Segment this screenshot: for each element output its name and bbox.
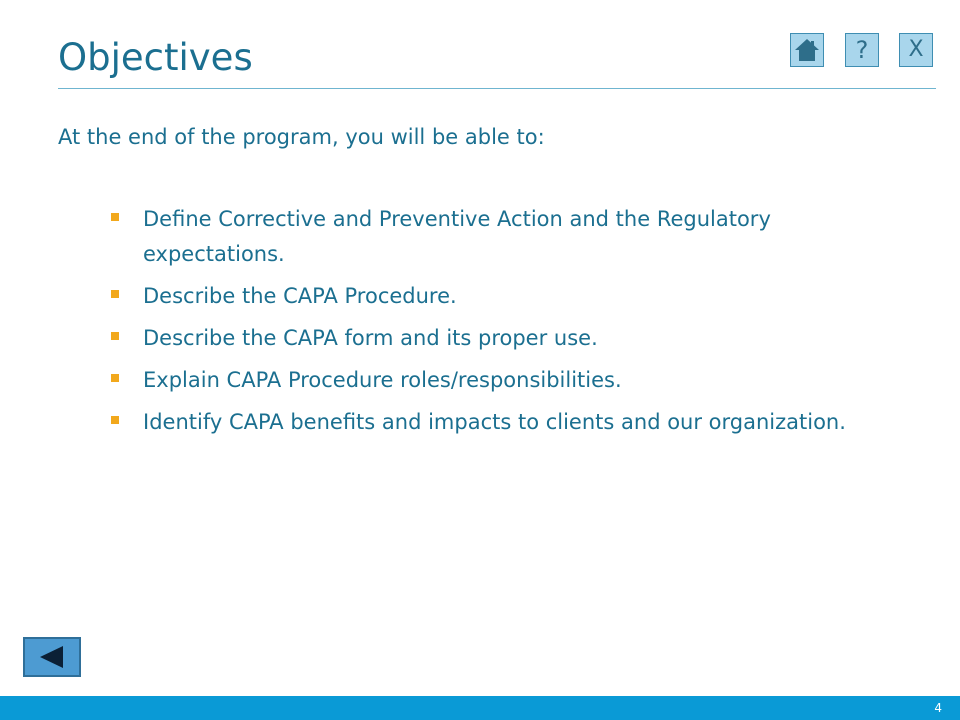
objective-text: Describe the CAPA form and its proper use. [143,326,598,350]
objective-text: Identify CAPA benefits and impacts to clients and our organization. [143,410,846,434]
bullet-square-icon [111,332,119,340]
objective-item [100,321,900,356]
triangle-left-icon [37,644,67,670]
bullet-square-icon [111,213,119,221]
objective-text: Describe the CAPA Procedure. [143,284,457,308]
help-button[interactable] [845,33,879,67]
bullet-square-icon [111,416,119,424]
objective-item [100,279,900,314]
objective-item [100,202,900,272]
objective-text: Explain CAPA Procedure roles/responsibilities. [143,368,622,392]
close-icon: X [908,37,924,62]
intro-text: At the end of the program, you will be able to: [58,125,545,149]
bullet-square-icon [111,374,119,382]
objective-item [100,405,900,440]
objective-text: Define Corrective and Preventive Action and the Regulatory expectations. [143,207,771,266]
home-icon [793,36,821,64]
home-button[interactable] [790,33,824,67]
footer-bar [0,696,960,720]
page-number: 4 [934,701,942,715]
question-mark-icon: ? [855,36,869,64]
back-button[interactable] [23,637,81,677]
objectives-list [100,202,900,447]
objective-item [100,363,900,398]
close-button[interactable] [899,33,933,67]
page-title: Objectives [58,36,253,79]
title-divider [58,88,936,89]
bullet-square-icon [111,290,119,298]
